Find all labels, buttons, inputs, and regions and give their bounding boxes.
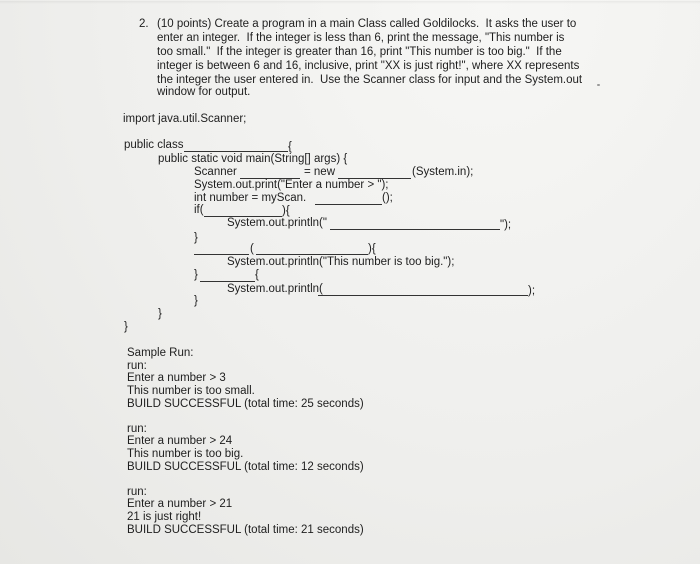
run-label: run: (127, 486, 147, 498)
inner-brace-close: } (194, 295, 198, 307)
run-status: BUILD SUCCESSFUL (total time: 12 seconds) (127, 461, 364, 473)
int-declaration: int number = myScan. (194, 192, 307, 204)
run-output: This number is too big. (127, 448, 244, 460)
main-declaration: public static void main(String[] args) { (158, 153, 348, 165)
if-brace-close: } (194, 232, 198, 244)
run-output: This number is too small. (127, 385, 255, 397)
println-open: System.out.println(" (227, 217, 327, 229)
output-blank (318, 295, 528, 296)
run-status: BUILD SUCCESSFUL (total time: 25 seconds) (127, 398, 364, 410)
run-prompt: Enter a number > 24 (127, 435, 233, 447)
import-line: import java.util.Scanner; (123, 113, 247, 125)
if-close: ){ (282, 205, 290, 217)
println-big: System.out.println("This number is too big."); (227, 256, 455, 268)
system-in: (System.in); (412, 166, 474, 178)
elseif-keyword-blank (194, 254, 249, 255)
elseif-paren: ( (250, 243, 254, 255)
class-declaration: public class (124, 139, 184, 151)
question-line-4: integer is between 6 and 16, inclusive, print "XX is just right!", where XX represents (157, 60, 580, 72)
print-prompt: System.out.print("Enter a number > "); (194, 179, 389, 191)
page-crease (0, 1, 700, 4)
class-name-blank (184, 151, 288, 152)
scanner-keyword: Scanner (194, 166, 237, 178)
main-brace-close: } (158, 308, 162, 320)
run-label: run: (127, 423, 147, 435)
run-label: run: (127, 360, 147, 372)
run-status: BUILD SUCCESSFUL (total time: 21 seconds) (127, 524, 364, 536)
class-brace-close: } (124, 321, 128, 333)
method-blank (315, 204, 382, 205)
question-line-5: the integer the user entered in. Use the Scanner class for input and the System.out (157, 74, 583, 86)
statement-end: ); (528, 285, 536, 297)
question-number: 2. (139, 18, 149, 30)
equals-new: = new (304, 166, 336, 178)
run-output: 21 is just right! (127, 511, 202, 523)
run-prompt: Enter a number > 3 (127, 372, 226, 384)
question-line-6: window for output. (157, 86, 251, 98)
question-line-3: too small." If the integer is greater than 16, print "This number is too big." If the (157, 46, 562, 58)
else-brace: { (255, 269, 259, 281)
println-plain: System.out.println( (227, 283, 323, 295)
else-keyword-blank (200, 281, 255, 282)
run-prompt: Enter a number > 21 (127, 498, 233, 510)
if-keyword: if( (194, 204, 204, 216)
sample-heading: Sample Run: (127, 347, 194, 359)
elseif-condition-blank (256, 254, 368, 255)
else-brace-close: } (194, 269, 198, 281)
class-brace: { (288, 141, 292, 153)
question-line-1: (10 points) Create a program in a main Class called Goldilocks. It asks the user to (157, 18, 577, 30)
stray-mark (597, 84, 600, 86)
call-end: (); (382, 192, 393, 204)
question-line-2: enter an integer. If the integer is less than 6, print the message, "This number is (157, 32, 565, 44)
println-close: "); (500, 219, 512, 231)
message-blank (330, 229, 500, 230)
elseif-close: ){ (368, 243, 376, 255)
